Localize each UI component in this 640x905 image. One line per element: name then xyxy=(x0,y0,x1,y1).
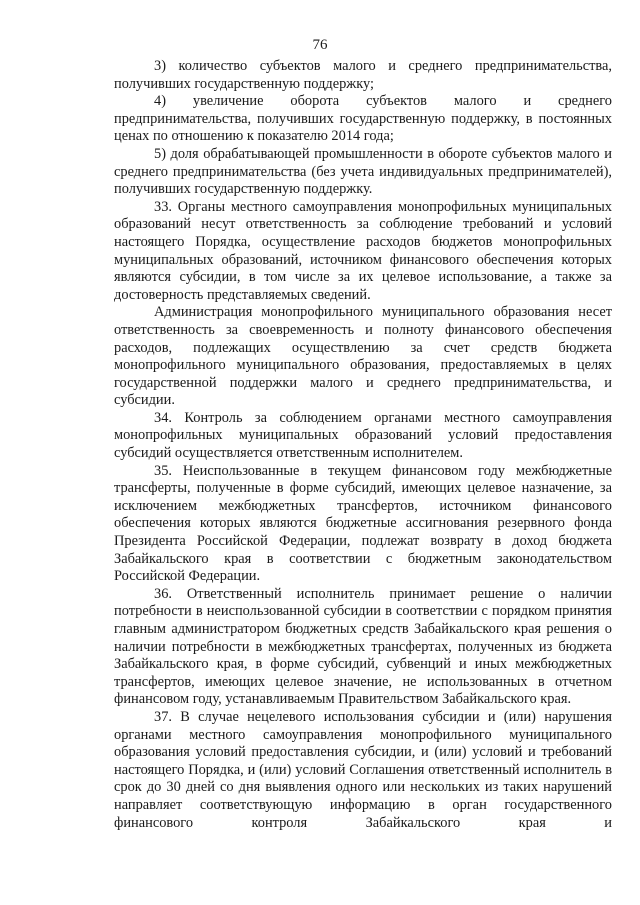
paragraph-item-3: 3) количество субъектов малого и среднего предпринимательства, получивших государственную поддержку; xyxy=(114,58,612,92)
paragraph-clause-37: 37. В случае нецелевого использования субсидии и (или) нарушения органами местного самоуправления монопрофильного муниципального образования условий предоставления субсидии, и (или) условий и требований настоящего Порядка, и (или) условий Соглашения ответственный исполнитель в срок до 30 дней со дня выявления одного или нескольких из таких нарушений направляет соответствующую информацию в орган государственного финансового контроля Забайкальского края и xyxy=(114,708,612,831)
paragraph-clause-34: 34. Контроль за соблюдением органами местного самоуправления монопрофильных муниципальных образований условий предоставления субсидий осуществляется ответственным исполнителем. xyxy=(114,409,612,462)
page-number: 76 xyxy=(312,37,328,53)
paragraph-clause-33: 33. Органы местного самоуправления монопрофильных муниципальных образований несут ответственность за соблюдение требований и условий настоящего Порядка, осуществление расходов бюджетов монопрофильных муниципальных образований, источником финансового обеспечения которых являются субсидии, в том числе за их целевое использование, а также за достоверность представляемых сведений. xyxy=(114,198,612,303)
paragraph-clause-35: 35. Неиспользованные в текущем финансовом году межбюджетные трансферты, полученные в форме субсидий, имеющих целевое назначение, за исключением межбюджетных трансфертов, источником финансового обеспечения которых являются бюджетные ассигнования резервного фонда Президента Российской Федерации, подлежат возврату в доход бюджета Забайкальского края в соответствии с бюджетным законодательством Российской Федерации. xyxy=(114,462,612,585)
paragraph-item-4: 4) увеличение оборота субъектов малого и среднего предпринимательства, получивших государственную поддержку, в постоянных ценах по отношению к показателю 2014 года; xyxy=(114,93,612,145)
paragraph-administration-responsibility: Администрация монопрофильного муниципального образования несет ответственность за своевременность и полноту финансового обеспечения расходов, подлежащих осуществлению за счет средств бюджета монопрофильного муниципального образования, предоставляемых в целях государственной поддержки малого и среднего предпринимательства, и субсидии. xyxy=(114,304,612,409)
paragraph-clause-36: 36. Ответственный исполнитель принимает решение о наличии потребности в неиспользованной субсидии в соответствии с порядком принятия главным администратором бюджетных средств Забайкальского края решения о наличии потребности в межбюджетных трансфертах, полученных из бюджета Забайкальского края, в форме субсидий, субвенций и иных межбюджетных трансфертов, имеющих целевое значение, не использованных в отчетном финансовом году, устанавливаемым Правительством Забайкальского края. xyxy=(114,585,612,708)
paragraph-item-5: 5) доля обрабатывающей промышленности в обороте субъектов малого и среднего предпринимательства (без учета индивидуальных предпринимателей), получивших государственную поддержку. xyxy=(114,145,612,198)
document-body xyxy=(114,58,612,832)
